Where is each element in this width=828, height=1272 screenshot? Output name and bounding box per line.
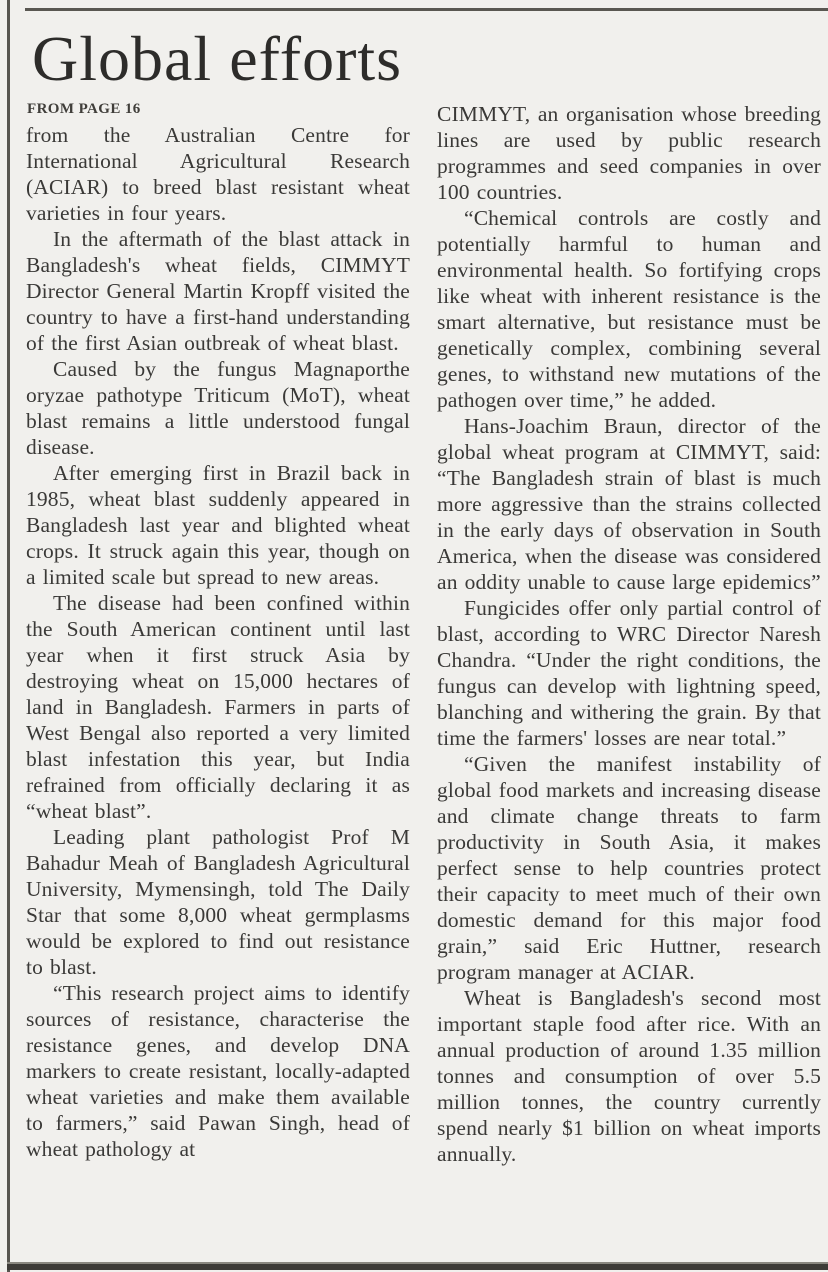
left-border-rule — [7, 0, 10, 1272]
article-paragraph: from the Australian Centre for International Agricultural Research (ACIAR) to breed blast resistant wheat varieties in four years. — [26, 123, 410, 225]
article-paragraph: “This research project aims to identify sources of resistance, characterise the resistance genes, and develop DNA markers to create resistant, locally-adapted wheat varieties and make them available to farmers,” said Pawan Singh, head of wheat pathology at — [26, 981, 410, 1161]
article-paragraph: “Chemical controls are costly and potentially harmful to human and environmental health. So fortifying crops like wheat with inherent resistance is the smart alternative, but resistance must be genetically complex, combining several genes, to withstand new mutations of the pathogen over time,” he added. — [437, 206, 821, 412]
article-title: Global efforts — [32, 23, 403, 94]
article-paragraph: Wheat is Bangladesh's second most important staple food after rice. With an annual production of around 1.35 million tonnes and consumption of over 5.5 million tonnes, the country currently spend nearly $1 billion on wheat imports annually. — [437, 986, 821, 1166]
article-paragraph: CIMMYT, an organisation whose breeding lines are used by public research programmes and seed companies in over 100 countries. — [437, 102, 821, 204]
article — [26, 11, 821, 1221]
article-paragraph: Caused by the fungus Magnaporthe oryzae pathotype Triticum (MoT), wheat blast remains a little understood fungal disease. — [26, 357, 410, 459]
article-paragraph: The disease had been confined within the South American continent until last year when it first struck Asia by destroying wheat on 15,000 hectares of land in Bangladesh. Farmers in parts of West Bengal also reported a very limited blast infestation this year, but India refrained from officially declaring it as “wheat blast”. — [26, 591, 410, 823]
article-paragraph: Fungicides offer only partial control of blast, according to WRC Director Naresh Chandra. “Under the right conditions, the fungus can develop with lightning speed, blanching and withering the grain. By that time the farmers' losses are near total.” — [437, 596, 821, 750]
article-paragraph: In the aftermath of the blast attack in Bangladesh's wheat fields, CIMMYT Director General Martin Kropff visited the country to have a first-hand understanding of the first Asian outbreak of wheat blast. — [26, 227, 410, 355]
right-column — [437, 101, 821, 1221]
article-paragraph: After emerging first in Brazil back in 1985, wheat blast suddenly appeared in Bangladesh last year and blighted wheat crops. It struck again this year, though on a limited scale but spread to new areas. — [26, 461, 410, 589]
article-paragraph: “Given the manifest instability of global food markets and increasing disease and climate change threats to farm productivity in South Asia, it makes perfect sense to help countries protect their capacity to meet much of their own domestic demand for this major food grain,” said Eric Huttner, research program manager at ACIAR. — [437, 752, 821, 984]
article-paragraph: Hans-Joachim Braun, director of the global wheat program at CIMMYT, said: “The Bangladesh strain of blast is much more aggressive than the strains collected in the early days of observation in South America, when the disease was considered an oddity unable to cause large epidemics” — [437, 414, 821, 594]
bottom-border-rule — [7, 1262, 828, 1270]
left-column — [26, 101, 410, 1221]
article-paragraph: Leading plant pathologist Prof M Bahadur Meah of Bangladesh Agricultural University, Mymensingh, told The Daily Star that some 8,000 wheat germplasms would be explored to find out resistance to blast. — [26, 825, 410, 979]
article-columns — [26, 101, 821, 1221]
continuation-note: FROM PAGE 16 — [27, 101, 141, 117]
